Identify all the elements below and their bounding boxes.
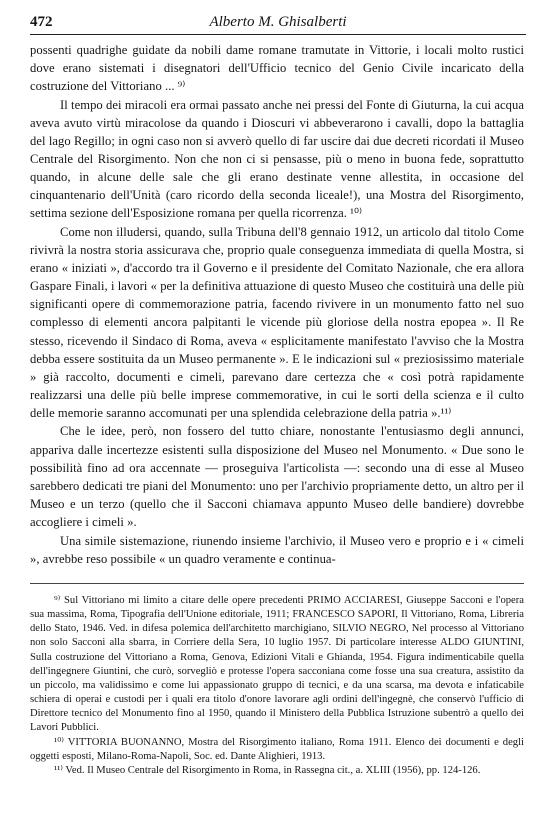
paragraph-4: Che le idee, però, non fossero del tutto chiare, nonostante l'entusiasmo degli annunci, appariva dalle incertezze esistenti sulla disposizione del Museo nel Monumento. « Due sono le possibilità fino ad ora accennate — proseguiva l'articolista —: secondo una di esse al Museo sarebbero dedicati tre piani del Monumento: uno per l'archivio propriamente detto, un altro per il Museo e un terzo (quello che il Sacconi chiamava appunto Museo delle bandiere) dovrebbe accogliere i cimeli ». [30, 424, 524, 529]
footnote-11: ¹¹⁾ Ved. Il Museo Centrale del Risorgimento in Roma, in Rassegna cit., a. XLIII (1956), pp. 124-126. [54, 764, 481, 776]
footnotes [30, 594, 524, 778]
paragraph-2: Il tempo dei miracoli era ormai passato anche nei pressi del Fonte di Giuturna, la cui acqua aveva avuto virtù miracolose da quando i Dioscuri vi abbeverarono i cavalli, dopo la battaglia del lago Regillo; in ogni caso non si avverò quello di far uscire dai due decreti ricordati il Museo Centrale del Risorgimento. Non che non ci si pensasse, più o meno in buona fede, soprattutto quando, in alcune delle sale che gli erano destinate venne allestita, in occasione del cinquantenario dell'Unità (caro ricordo della seconda liceale!), una Mostra del Risorgimento, settima sezione dell'Esposizione romana per quella ricorrenza. ¹⁰⁾ [30, 97, 524, 221]
main-text [30, 41, 524, 568]
paragraph-3: Come non illudersi, quando, sulla Tribuna dell'8 gennaio 1912, un articolo dal titolo Come rivivrà la nostra storia assicurava che, proprio quale conseguenza immediata di quella Mostra, si erano « iniziati », d'accordo tra il Governo e il presidente del Comitato Nazionale, che era allora Gaspare Finali, i lavori « per la definitiva attuazione di questo Museo che costituirà una delle più significanti opere di commemorazione patria, facendo rivivere in un monumento fatto nel suo complesso di elementi ancora palpitanti le vicende più gloriose della nostra epopea ». Il Re stesso, ricevendo il Sindaco di Roma, aveva « esplicitamente manifestato l'avviso che la Mostra debba essere sostituita da un Museo permanente ». E le indicazioni sul « preziosissimo materiale » già raccolto, documenti e cimeli, parevano dare certezza che « così potrà rapidamente realizzarsi una delle più belle imprese commemorative, in cui le sorti della scienza e il culto delle memorie saranno accomunati per una splendida celebrazione della patria ».¹¹⁾ [30, 224, 524, 420]
footnote-9: ⁹⁾ Sul Vittoriano mi limito a citare delle opere precedenti PRIMO ACCIARESI, Giuseppe Sacconi e l'opera sua massima, Roma, Tipografia dell'Unione editoriale, 1911; FRANCESCO SAPORI, Il Vittoriano, Roma, Libreria dello Stato, 1946. Ved. in difesa polemica dell'architetto marchigiano, SILVIO NEGRO, Nel processo al Vittoriano non solo Sacconi alla sbarra, in Corriere della Sera, 10 luglio 1957. Di particolare interesse ALDO GIUNTINI, Sulla costruzione del Vittoriano a Roma, Genova, Edizioni Vitali e Ghianda, 1954. Figura indimenticabile quella dell'ingegnere Giuntini, che curò, sorvegliò e protesse l'opera sacconiana come fosse una sua creatura, assistito da un piccolo, ma validissimo e come lui appassionato gruppo di tecnici, e da una scarsa, ma devota e infaticabile schiera di operai e custodi per i quali era titolo d'onore lavorare agli ordini dell'ingegnè, che conservò l'ufficio di Direttore tecnico del Monumento fino al 1950, quando il Ministero della Pubblica Istruzione subentrò a quello dei Lavori Pubblici. [30, 595, 524, 734]
footnote-10: ¹⁰⁾ VITTORIA BUONANNO, Mostra del Risorgimento italiano, Roma 1911. Elenco dei documenti e degli oggetti esposti, Milano-Roma-Napoli, Soc. ed. Dante Alighieri, 1913. [30, 736, 524, 762]
page-header [30, 12, 526, 35]
paragraph-1: possenti quadrighe guidate da nobili dame romane tramutate in Vittorie, i locali molto rustici dove erano sistemati i disegnatori dell'Ufficio tecnico del Genio Civile incaricato della costruzione del Vittoriano ... ⁹⁾ [30, 43, 524, 94]
page-number: 472 [30, 14, 53, 30]
footnote-separator [30, 583, 524, 584]
running-head: Alberto M. Ghisalberti [209, 14, 347, 30]
paragraph-5: Una simile sistemazione, riunendo insieme l'archivio, il Museo vero e proprio e i « cimeli », avrebbe reso possibile « un quadro veramente e continua- [30, 533, 524, 566]
